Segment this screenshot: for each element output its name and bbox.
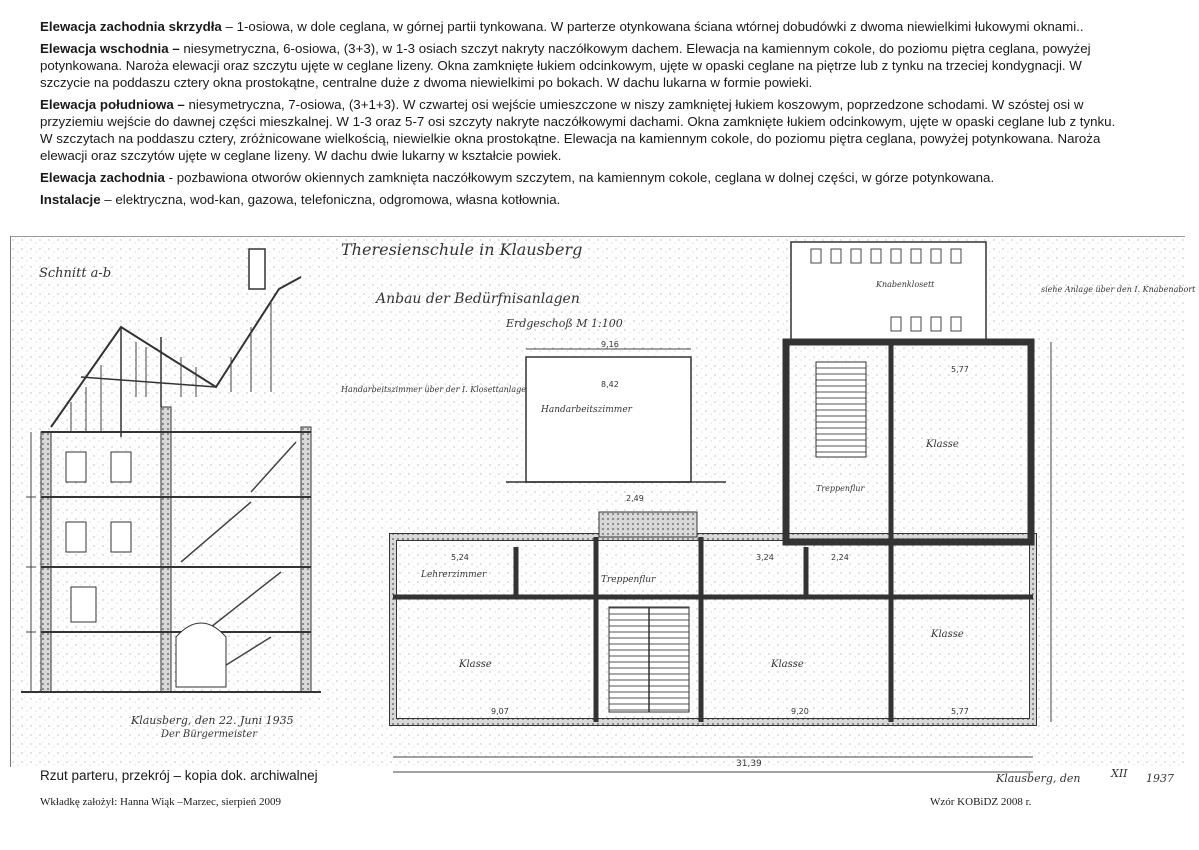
signature-left-title: Der Bürgermeister [161, 729, 258, 740]
footer-author: Wkładkę założył: Hanna Wiąk –Marzec, sierpień 2009 [40, 796, 281, 808]
paragraph-heading: Elewacja zachodnia [40, 170, 165, 185]
paragraph-body: niesymetryczna, 7-osiowa, (3+1+3). W czwartej osi wejście umieszczone w niszy zamkniętej łukiem koszowym, poprzedzone schodami. W szóstej osi w przyziemiu wejście do dawnej części mieszkalnej. W 1-3 oraz 5-7 osi szczyty nakryte naczółkowymi dachami. Okna zamknięte łukiem odcinkowym, ujęte w opaski ceglane lub z tynku. W szczytach na poddaszu cztery, zróżnicowane wielkością, niewielkie okna prostokątne. Elewacja na kamiennym cokole, do poziomu piętra ceglana, powyżej potynkowana. Naroża elewacji oraz szczytów ujęte w ceglane lizeny. W dachu dwie lukarny w kształcie powiek. [40, 97, 1116, 163]
label-right-note: siehe Anlage über den I. Knabenabort [1041, 285, 1196, 294]
dim-5-77-bottom: 5,77 [951, 707, 969, 716]
dim-8-42: 8,42 [601, 380, 619, 389]
label-klasse-4: Klasse [926, 439, 959, 450]
section-title: Schnitt a-b [39, 266, 112, 281]
label-lehrerzimmer: Lehrerzimmer [421, 570, 487, 580]
dim-5-77-top: 5,77 [951, 365, 969, 374]
label-knabenklosett: Knabenklosett [876, 280, 935, 289]
paragraph-installations [40, 191, 1120, 208]
paragraph-heading: Elewacja południowa – [40, 97, 185, 112]
paragraph-heading: Elewacja wschodnia – [40, 41, 180, 56]
dim-9-20: 9,20 [791, 707, 809, 716]
plan-title: Theresienschule in Klausberg [341, 240, 583, 259]
description-text [40, 18, 1120, 213]
stamp-roman: XII [1111, 767, 1128, 780]
paragraph-west-wing [40, 18, 1120, 35]
dim-31-39: 31,39 [736, 759, 762, 769]
label-klasse-1: Klasse [459, 659, 492, 670]
signature-left: Klausberg, den 22. Juni 1935 [131, 714, 294, 727]
paragraph-south [40, 96, 1120, 164]
label-handarbeitszimmer: Handarbeitszimmer [541, 405, 632, 415]
label-room-top-left: Handarbeitszimmer über der I. Klosettanlage [341, 385, 526, 394]
paragraph-body: - pozbawiona otworów okiennych zamknięta naczółkowym szczytem, na kamiennym cokole, ceglana w dolnej części, w górze potynkowana. [164, 170, 995, 185]
paragraph-heading: Instalacje [40, 192, 101, 207]
plan-subtitle: Anbau der Bedürfnisanlagen [376, 291, 580, 307]
plan-scale: Erdgeschoß M 1:100 [506, 317, 623, 330]
dim-5-24: 5,24 [451, 553, 469, 562]
paragraph-body: niesymetryczna, 6-osiowa, (3+3), w 1-3 osiach szczyt nakryty naczółkowym dachem. Elewacja na kamiennym cokole, do poziomu piętra ceglana, powyżej potynkowana. Naroża elewacji oraz szczytu ujęte w ceglane lizeny. Okna zamknięte łukiem odcinkowym, ujęte w opaski ceglane na piętrze lub z tynku na trzeciej kondygnacji. W szczycie na poddaszu cztery okna prostokątne, centralne duże z dwoma niewielkimi po bokach. W dachu lukarna w formie powieki. [40, 41, 1091, 90]
label-klasse-2: Klasse [771, 659, 804, 670]
dim-2-24: 2,24 [831, 553, 849, 562]
paragraph-body: – 1-osiowa, w dole ceglana, w górnej partii tynkowana. W parterze otynkowana ściana wtórnej dobudówki z dwoma niewielkimi łukowymi oknami.. [221, 19, 1084, 34]
figure-caption: Rzut parteru, przekrój – kopia dok. archiwalnej [40, 768, 318, 783]
signature-right: Klausberg, den [996, 772, 1081, 785]
dim-9-07: 9,07 [491, 707, 509, 716]
label-treppenhaus: Treppenflur [816, 484, 865, 493]
footer-form: Wzór KOBiDZ 2008 r. [930, 796, 1032, 808]
section-drawing [11, 237, 331, 757]
paragraph-east [40, 40, 1120, 91]
paragraph-west [40, 169, 1120, 186]
paragraph-heading: Elewacja zachodnia skrzydła [40, 19, 222, 34]
dim-9-16: 9,16 [601, 340, 619, 349]
dim-3-24: 3,24 [756, 553, 774, 562]
dim-2-49: 2,49 [626, 494, 644, 503]
label-treppenflur: Treppenflur [601, 575, 656, 585]
signature-right-year: 1937 [1146, 772, 1174, 785]
paragraph-body: – elektryczna, wod-kan, gazowa, telefoniczna, odgromowa, własna kotłownia. [100, 192, 561, 207]
label-klasse-3: Klasse [931, 629, 964, 640]
